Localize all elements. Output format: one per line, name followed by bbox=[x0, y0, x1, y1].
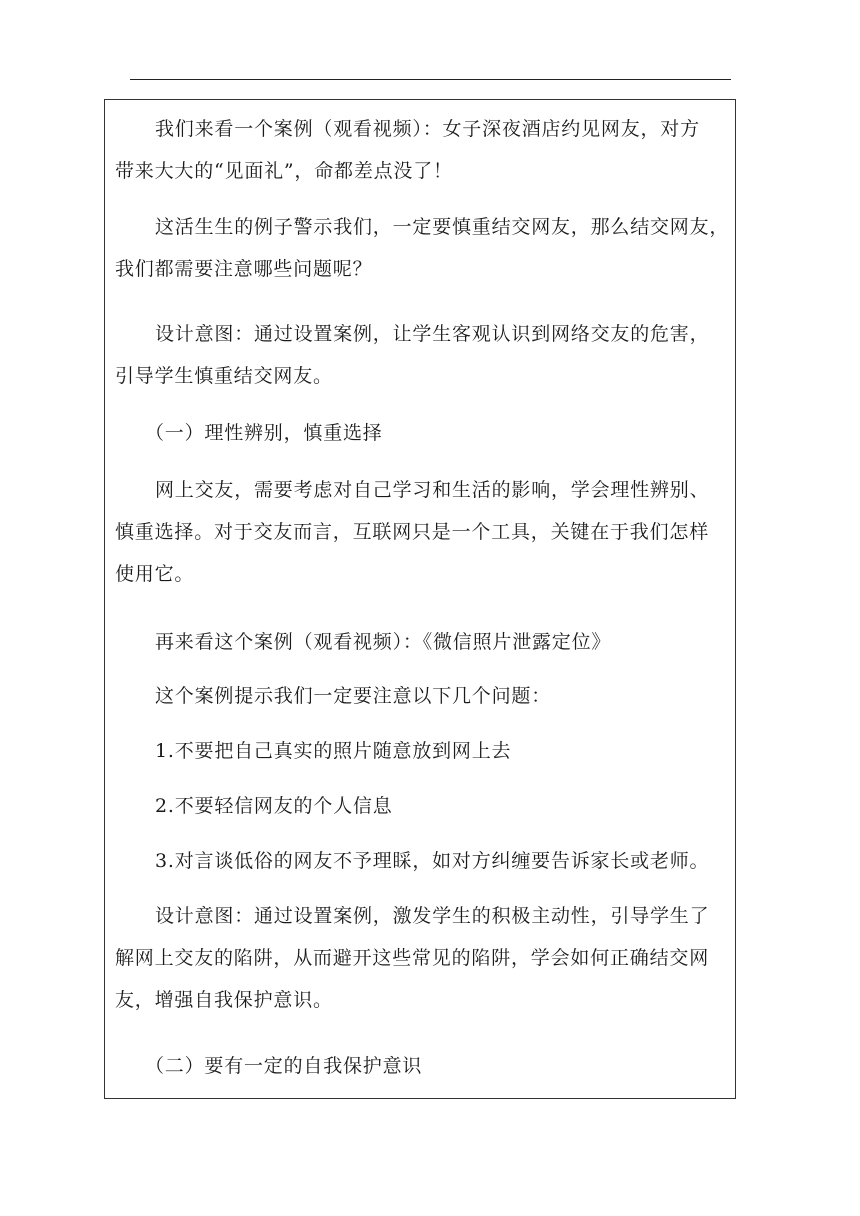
paragraph-design-intent-2 bbox=[115, 895, 727, 1021]
text-line: 我们来看一个案例（观看视频）：女子深夜酒店约见网友，对方 bbox=[155, 118, 700, 140]
text-line: 设计意图：通过设置案例，激发学生的积极主动性，引导学生了 bbox=[155, 905, 710, 927]
list-item-text: 2.不要轻信网友的个人信息 bbox=[155, 795, 393, 817]
paragraph-warning bbox=[115, 206, 730, 290]
heading-text: （二）要有一定的自我保护意识 bbox=[145, 1055, 423, 1077]
heading-text: （一）理性辨别，慎重选择 bbox=[145, 422, 383, 444]
list-item bbox=[115, 840, 727, 882]
text-line: 我们都需要注意哪些问题呢？ bbox=[115, 258, 373, 280]
text-line: 慎重选择。对于交友而言，互联网只是一个工具，关键在于我们怎样 bbox=[115, 521, 710, 543]
text-line: 这个案例提示我们一定要注意以下几个问题： bbox=[155, 685, 552, 707]
paragraph-case-tips bbox=[115, 675, 727, 717]
section-heading-2 bbox=[115, 1045, 727, 1087]
content-box bbox=[104, 99, 736, 1099]
text-line: 友，增强自我保护意识。 bbox=[115, 989, 333, 1011]
list-item bbox=[115, 730, 727, 772]
header-rule bbox=[130, 79, 731, 80]
list-item-text: 3.对言谈低俗的网友不予理睬，如对方纠缠要告诉家长或老师。 bbox=[155, 850, 710, 872]
text-line: 解网上交友的陷阱，从而避开这些常见的陷阱，学会如何正确结交网 bbox=[115, 947, 710, 969]
text-line: 网上交友，需要考虑对自己学习和生活的影响，学会理性辨别、 bbox=[155, 479, 710, 501]
paragraph-case-intro bbox=[115, 108, 727, 192]
list-item bbox=[115, 785, 727, 827]
list-item-text: 1.不要把自己真实的照片随意放到网上去 bbox=[155, 740, 512, 762]
paragraph-design-intent-1 bbox=[115, 313, 727, 397]
text-line: 再来看这个案例（观看视频）：《微信照片泄露定位》 bbox=[155, 631, 612, 653]
paragraph-second-case bbox=[115, 621, 727, 663]
text-line: 使用它。 bbox=[115, 563, 195, 585]
text-line: 设计意图：通过设置案例，让学生客观认识到网络交友的危害， bbox=[155, 323, 710, 345]
paragraph-rational-choice bbox=[115, 469, 727, 595]
text-line: 这活生生的例子警示我们，一定要慎重结交网友，那么结交网友， bbox=[155, 216, 730, 238]
text-line: 引导学生慎重结交网友。 bbox=[115, 365, 333, 387]
text-line: 带来大大的“见面礼”，命都差点没了！ bbox=[115, 160, 453, 182]
section-heading-1 bbox=[115, 412, 727, 454]
